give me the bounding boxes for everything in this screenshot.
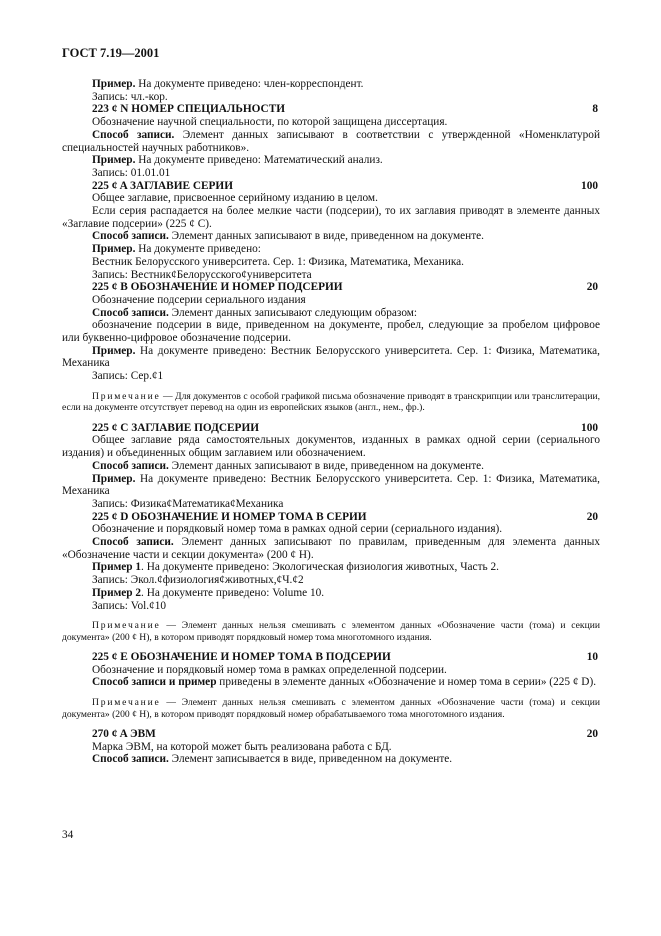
document-header: ГОСТ 7.19—2001 [62,46,160,60]
record-line: Запись: Вестник¢Белорусского¢университета [92,268,312,281]
method-paragraph [62,230,600,243]
example-label: Пример. [92,243,136,256]
example-text: На документе приведено: Вестник Белорусского университета. Сер. 1: Физика, Математика, Механика [62,472,600,498]
method-paragraph [62,129,600,154]
method-paragraph [62,676,600,689]
element-length: 100 [581,179,598,192]
method-paragraph [62,307,600,320]
element-title: 225 ¢ C ЗАГЛАВИЕ ПОДСЕРИИ [92,421,260,434]
example-label: Пример 1 [92,561,142,574]
note-text: — Для документов с особой графикой письма обозначение приводят в транскрипции или транслитерации, если на документе отсутствует перевод на один из европейских языков (англ., нем., фр.). [62,390,600,414]
example-paragraph [62,587,600,600]
element-heading [62,422,600,435]
element-heading [62,728,600,741]
method-label: Способ записи. [92,753,169,766]
example-text: На документе приведено: Математический анализ. [135,154,383,167]
example-paragraph [62,345,600,370]
note-paragraph [62,391,600,414]
element-description: Обозначение и порядковый номер тома в рамках одной серии (сериального издания). [92,523,503,536]
element-title: 225 ¢ A ЗАГЛАВИЕ СЕРИИ [92,179,234,192]
note-label: Примечание [92,390,161,402]
method-paragraph [62,460,600,473]
method-detail: обозначение подсерии в виде, приведенном на документе, пробел, следующие за пробелом цифровое или буквенно-цифровое обозначение подсерии. [62,319,600,345]
method-text: Элемент данных записывают следующим образом: [168,306,418,319]
example-label: Пример. [92,472,136,485]
example-text: На документе приведено: член-корреспондент. [135,78,364,90]
element-description: Общее заглавие, присвоенное серийному изданию в целом. [92,192,378,205]
element-length: 20 [586,281,598,294]
record-line: Запись: Сер.¢1 [92,370,164,383]
method-label: Способ записи. [92,459,169,472]
element-heading [62,651,600,664]
note-paragraph [62,620,600,643]
element-length: 100 [581,421,598,434]
element-title: 270 ¢ A ЭВМ [92,727,156,740]
element-heading [62,511,600,524]
element-heading [62,281,600,294]
element-description: Обозначение подсерии сериального издания [92,293,306,306]
element-description: Обозначение научной специальности, по которой защищена диссертация. [92,116,448,129]
note-paragraph [62,697,600,720]
example-paragraph [62,154,600,167]
method-paragraph [62,753,600,766]
element-heading [62,103,600,116]
method-text: Элемент данных записывают в виде, приведенном на документе. [168,459,484,472]
method-paragraph [62,536,600,561]
note-text: — Элемент данных нельзя смешивать с элементом данных «Обозначение части (тома) и секции документа» (200 ¢ H), в котором приводят порядковый номер обрабатываемого тома многотомного издания. [62,697,600,720]
record-line: Запись: Экол.¢физиология¢животных,¢Ч.¢2 [92,574,304,587]
page-number: 34 [62,829,74,841]
method-text: приведены в элементе данных «Обозначение и номер тома в серии» (225 ¢ D). [216,676,597,689]
element-length: 20 [586,510,598,523]
example-label: Пример. [92,344,136,357]
record-line: Запись: чл.-кор. [92,90,168,103]
note-text: — Элемент данных нельзя смешивать с элементом данных «Обозначение части (тома) и секции документа» (200 ¢ H), в котором приводят порядковый номер тома многотомного издания. [62,620,600,643]
example-line: Вестник Белорусского университета. Сер. 1: Физика, Математика, Механика. [92,255,465,268]
note-label: Примечание [92,620,161,632]
element-description: Обозначение и порядковый номер тома в рамках определенной подсерии. [92,663,447,676]
example-label: Пример. [92,78,136,90]
element-length: 20 [586,727,598,740]
document-body [62,78,600,766]
example-label: Пример 2 [92,586,142,599]
element-heading [62,180,600,193]
method-label: Способ записи. [92,230,169,243]
element-title: 225 ¢ D ОБОЗНАЧЕНИЕ И НОМЕР ТОМА В СЕРИИ [92,510,367,523]
method-label: Способ записи. [92,536,174,549]
example-text: На документе приведено: Вестник Белорусского университета. Сер. 1: Физика, Математика, Механика [62,344,600,370]
example-paragraph [62,473,600,498]
record-line: Запись: Vol.¢10 [92,599,167,612]
element-title: 223 ¢ N НОМЕР СПЕЦИАЛЬНОСТИ [92,103,286,116]
example-text: . На документе приведено: Экологическая физиология животных, Часть 2. [141,561,499,574]
example-text: На документе приведено: [135,243,261,256]
record-line: Запись: 01.01.01 [92,166,171,179]
element-length: 8 [592,103,598,116]
example-text: . На документе приведено: Volume 10. [141,586,325,599]
example-paragraph [62,243,600,256]
method-label: Способ записи. [92,128,175,141]
method-label: Способ записи. [92,306,169,319]
method-text: Элемент данных записывают по правилам, приведенным для элемента данных «Обозначение части и секции документа» (200 ¢ H). [62,536,600,561]
element-title: 225 ¢ E ОБОЗНАЧЕНИЕ И НОМЕР ТОМА В ПОДСЕРИИ [92,651,391,664]
record-line: Запись: Физика¢Математика¢Механика [92,497,284,510]
element-length: 10 [586,651,598,664]
element-title: 225 ¢ B ОБОЗНАЧЕНИЕ И НОМЕР ПОДСЕРИИ [92,281,343,294]
element-description: Марка ЭВМ, на которой может быть реализована работа с БД. [92,740,392,753]
note-label: Примечание [92,697,161,709]
element-description: Если серия распадается на более мелкие части (подсерии), то их заглавия приводят в элементе данных «Заглавие подсерии» (225 ¢ C). [62,205,600,230]
method-text: Элемент данных записывают в соответствии с утвержденной «Номенклатурой специальностей научных работников». [62,128,600,154]
method-label: Способ записи и пример [92,676,217,689]
method-text: Элемент данных записывают в виде, приведенном на документе. [168,230,484,243]
element-description: Общее заглавие ряда самостоятельных документов, изданных в рамках одной серии (сериального издания) и объединенных общим заглавием или обозначением. [62,434,600,460]
method-text: Элемент записывается в виде, приведенном на документе. [168,753,453,766]
example-paragraph [62,561,600,574]
example-paragraph [62,78,600,91]
example-label: Пример. [92,154,136,167]
